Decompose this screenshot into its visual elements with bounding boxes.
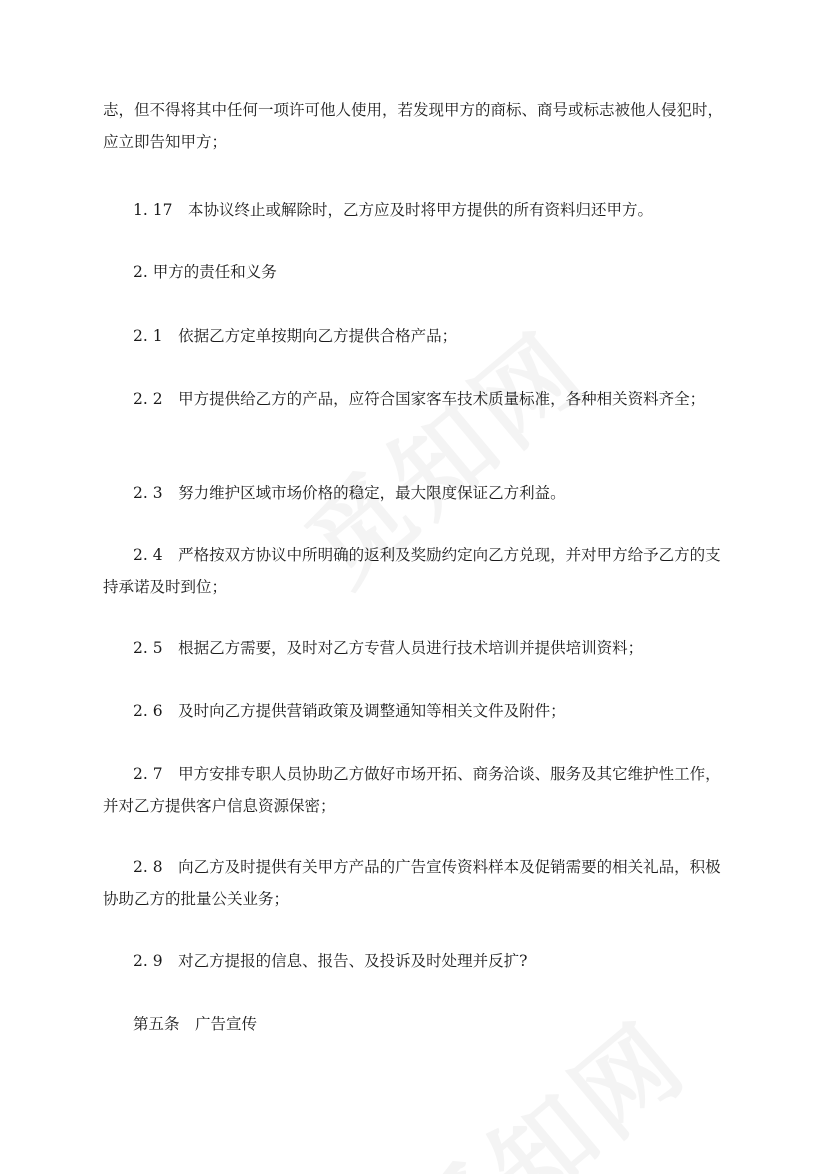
clause-2-1: 2. 1 依据乙方定单按期向乙方提供合格产品； bbox=[133, 327, 458, 345]
clause-2-8: 2. 8 向乙方及时提供有关甲方产品的广告宣传资料样本及促销需要的相关礼品，积极协助乙方的批量公关业务； bbox=[103, 858, 721, 908]
section-2-heading: 2. 甲方的责任和义务 bbox=[133, 263, 277, 281]
clause-2-4: 2. 4 严格按双方协议中所明确的返利及奖励约定向乙方兑现，并对甲方给予乙方的支持承诺及时到位； bbox=[103, 546, 721, 596]
clause-2-2: 2. 2 甲方提供给乙方的产品，应符合国家客车技术质量标准，各种相关资料齐全； bbox=[133, 390, 706, 408]
clause-2-6: 2. 6 及时向乙方提供营销政策及调整通知等相关文件及附件； bbox=[133, 702, 566, 720]
clause-2-5: 2. 5 根据乙方需要，及时对乙方专营人员进行技术培训并提供培训资料； bbox=[133, 639, 644, 657]
clause-1-17: 1. 17 本协议终止或解除时，乙方应及时将甲方提供的所有资料归还甲方。 bbox=[133, 201, 653, 219]
clause-2-3: 2. 3 努力维护区域市场价格的稳定，最大限度保证乙方利益。 bbox=[133, 484, 566, 502]
clause-2-9: 2. 9 对乙方提报的信息、报告、及投诉及时处理并反扩? bbox=[133, 952, 528, 970]
article-5-heading: 第五条 广告宣传 bbox=[133, 1015, 258, 1033]
clause-2-7: 2. 7 甲方安排专职人员协助乙方做好市场开拓、商务洽谈、服务及其它维护性工作，并对乙方提供客户信息资源保密； bbox=[103, 765, 721, 815]
paragraph-continuation: 志，但不得将其中任何一项许可他人使用，若发现甲方的商标、商号或标志被他人侵犯时，应立即告知甲方； bbox=[103, 101, 724, 151]
